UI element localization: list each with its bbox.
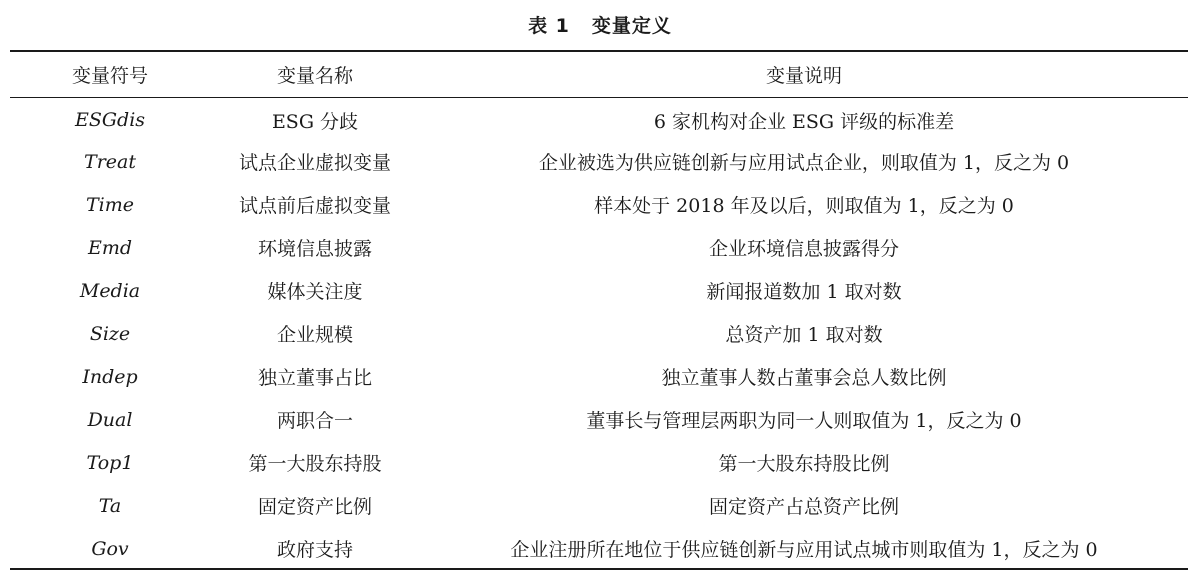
variable-description: 6 家机构对企业 ESG 评级的标准差	[653, 110, 955, 133]
variable-name: 试点前后虚拟变量	[238, 195, 391, 217]
variable-description: 企业被选为供应链创新与应用试点企业，则取值为 1，反之为 0	[538, 152, 1070, 174]
table-row	[10, 183, 1188, 226]
variable-description: 董事长与管理层两职为同一人则取值为 1，反之为 0	[586, 410, 1022, 432]
variable-description: 企业注册所在地位于供应链创新与应用试点城市则取值为 1，反之为 0	[510, 539, 1098, 561]
table-row	[10, 226, 1188, 269]
variable-description: 样本处于 2018 年及以后，则取值为 1，反之为 0	[594, 195, 1014, 217]
variable-name: ESG 分歧	[271, 110, 359, 133]
table-row	[10, 269, 1188, 312]
table-row	[10, 312, 1188, 355]
variable-symbol: Emd	[87, 236, 133, 259]
variable-definition-table	[10, 52, 1188, 570]
table-row	[10, 527, 1188, 570]
variable-symbol: Top1	[86, 451, 134, 474]
variable-symbol: Media	[79, 279, 141, 302]
variable-symbol: Dual	[87, 408, 133, 431]
variable-name: 独立董事占比	[257, 367, 372, 389]
variable-name: 环境信息披露	[257, 238, 372, 260]
variable-symbol: Treat	[84, 150, 136, 173]
table-row	[10, 355, 1188, 398]
variable-symbol: Size	[89, 322, 131, 345]
variable-name: 媒体关注度	[267, 281, 363, 303]
header-name: 变量名称	[276, 65, 353, 87]
variable-description: 独立董事人数占董事会总人数比例	[661, 367, 947, 389]
table-header-row	[10, 52, 1188, 97]
header-description: 变量说明	[765, 65, 842, 87]
header-symbol: 变量符号	[71, 65, 148, 87]
table-row	[10, 441, 1188, 484]
variable-symbol: Indep	[82, 365, 138, 388]
table-row	[10, 140, 1188, 183]
variable-symbol: ESGdis	[74, 109, 146, 131]
variable-description: 企业环境信息披露得分	[708, 238, 899, 260]
table-number: 表 1	[528, 15, 570, 37]
variable-symbol: Time	[85, 193, 134, 216]
table-row	[10, 398, 1188, 441]
variable-name: 试点企业虚拟变量	[238, 152, 391, 174]
variable-symbol: Ta	[98, 494, 122, 517]
variable-description: 第一大股东持股比例	[718, 453, 890, 475]
variable-name: 两职合一	[276, 410, 353, 432]
variable-name: 企业规模	[276, 324, 353, 346]
variable-name: 第一大股东持股	[248, 453, 382, 475]
variable-description: 总资产加 1 取对数	[725, 324, 883, 346]
table-caption	[0, 8, 1200, 44]
variable-name: 政府支持	[276, 539, 353, 561]
variable-symbol: Gov	[91, 537, 129, 560]
variable-description: 新闻报道数加 1 取对数	[706, 281, 902, 303]
variable-description: 固定资产占总资产比例	[708, 496, 899, 518]
table-row	[10, 484, 1188, 527]
variable-name: 固定资产比例	[257, 496, 372, 518]
table-title: 变量定义	[591, 15, 672, 37]
table-row	[10, 97, 1188, 140]
